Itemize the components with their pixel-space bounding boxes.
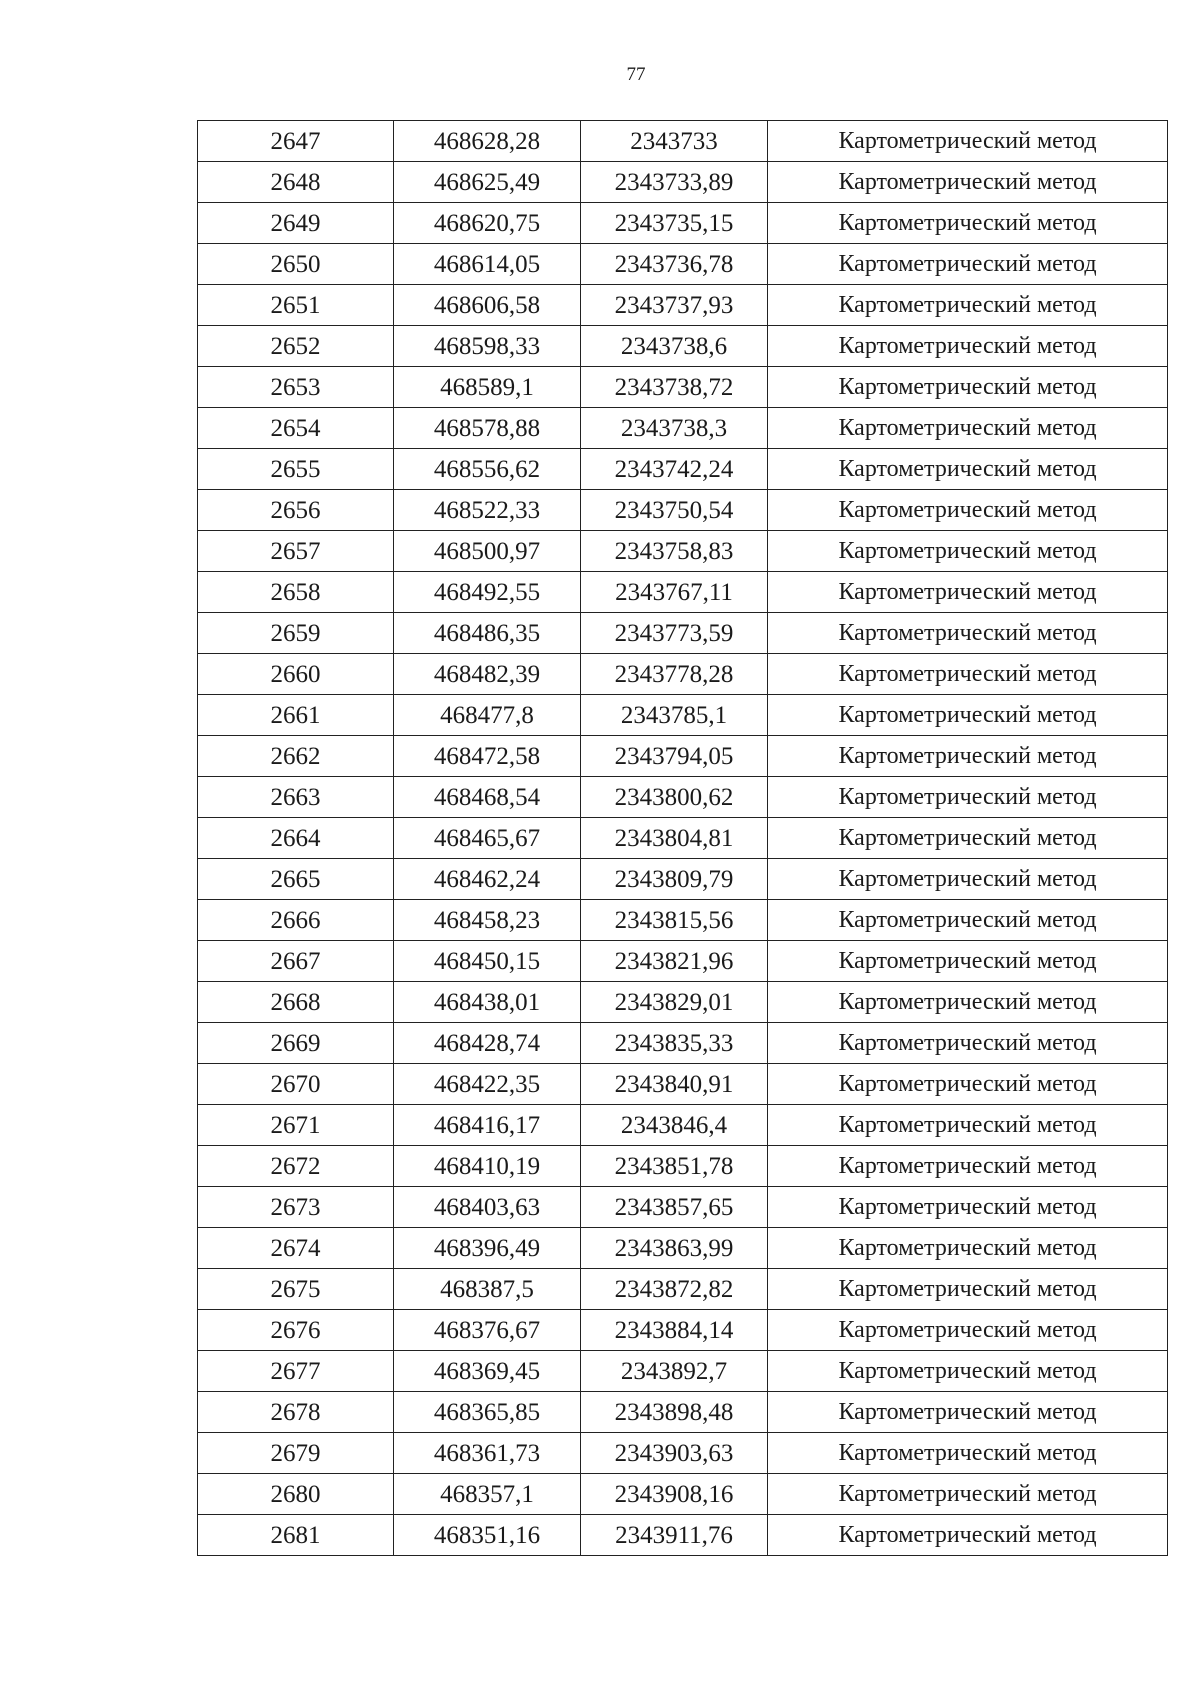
table-row: [198, 777, 1168, 818]
coordinates-table: [197, 120, 1168, 1556]
y-coordinate-cell: 2343778,28: [581, 654, 768, 695]
x-coordinate-cell: 468403,63: [394, 1187, 581, 1228]
y-coordinate-cell: 2343821,96: [581, 941, 768, 982]
table-row: [198, 1310, 1168, 1351]
y-coordinate-cell: 2343908,16: [581, 1474, 768, 1515]
x-coordinate-cell: 468357,1: [394, 1474, 581, 1515]
method-cell: Картометрический метод: [768, 531, 1168, 572]
x-coordinate-cell: 468620,75: [394, 203, 581, 244]
x-coordinate-cell: 468606,58: [394, 285, 581, 326]
y-coordinate-cell: 2343785,1: [581, 695, 768, 736]
y-coordinate-cell: 2343835,33: [581, 1023, 768, 1064]
point-number-cell: 2669: [198, 1023, 394, 1064]
y-coordinate-cell: 2343892,7: [581, 1351, 768, 1392]
point-number-cell: 2647: [198, 121, 394, 162]
x-coordinate-cell: 468486,35: [394, 613, 581, 654]
table-row: [198, 695, 1168, 736]
point-number-cell: 2655: [198, 449, 394, 490]
method-cell: Картометрический метод: [768, 1310, 1168, 1351]
table-row: [198, 859, 1168, 900]
method-cell: Картометрический метод: [768, 736, 1168, 777]
table-row: [198, 326, 1168, 367]
point-number-cell: 2671: [198, 1105, 394, 1146]
x-coordinate-cell: 468450,15: [394, 941, 581, 982]
x-coordinate-cell: 468628,28: [394, 121, 581, 162]
method-cell: Картометрический метод: [768, 367, 1168, 408]
y-coordinate-cell: 2343815,56: [581, 900, 768, 941]
y-coordinate-cell: 2343851,78: [581, 1146, 768, 1187]
method-cell: Картометрический метод: [768, 572, 1168, 613]
table-row: [198, 1228, 1168, 1269]
table-row: [198, 1392, 1168, 1433]
x-coordinate-cell: 468410,19: [394, 1146, 581, 1187]
x-coordinate-cell: 468614,05: [394, 244, 581, 285]
method-cell: Картометрический метод: [768, 1023, 1168, 1064]
x-coordinate-cell: 468468,54: [394, 777, 581, 818]
y-coordinate-cell: 2343857,65: [581, 1187, 768, 1228]
method-cell: Картометрический метод: [768, 1187, 1168, 1228]
y-coordinate-cell: 2343738,72: [581, 367, 768, 408]
x-coordinate-cell: 468462,24: [394, 859, 581, 900]
table-row: [198, 1105, 1168, 1146]
y-coordinate-cell: 2343829,01: [581, 982, 768, 1023]
table-row: [198, 941, 1168, 982]
table-row: [198, 613, 1168, 654]
point-number-cell: 2667: [198, 941, 394, 982]
method-cell: Картометрический метод: [768, 285, 1168, 326]
point-number-cell: 2659: [198, 613, 394, 654]
method-cell: Картометрический метод: [768, 1269, 1168, 1310]
y-coordinate-cell: 2343794,05: [581, 736, 768, 777]
method-cell: Картометрический метод: [768, 1515, 1168, 1556]
coordinates-table-body: [198, 121, 1168, 1556]
y-coordinate-cell: 2343738,6: [581, 326, 768, 367]
method-cell: Картометрический метод: [768, 1392, 1168, 1433]
x-coordinate-cell: 468376,67: [394, 1310, 581, 1351]
table-row: [198, 900, 1168, 941]
method-cell: Картометрический метод: [768, 1105, 1168, 1146]
x-coordinate-cell: 468428,74: [394, 1023, 581, 1064]
point-number-cell: 2678: [198, 1392, 394, 1433]
point-number-cell: 2662: [198, 736, 394, 777]
method-cell: Картометрический метод: [768, 449, 1168, 490]
table-row: [198, 1433, 1168, 1474]
x-coordinate-cell: 468522,33: [394, 490, 581, 531]
point-number-cell: 2660: [198, 654, 394, 695]
x-coordinate-cell: 468369,45: [394, 1351, 581, 1392]
x-coordinate-cell: 468556,62: [394, 449, 581, 490]
x-coordinate-cell: 468598,33: [394, 326, 581, 367]
table-row: [198, 1146, 1168, 1187]
point-number-cell: 2676: [198, 1310, 394, 1351]
y-coordinate-cell: 2343736,78: [581, 244, 768, 285]
y-coordinate-cell: 2343804,81: [581, 818, 768, 859]
table-row: [198, 449, 1168, 490]
point-number-cell: 2649: [198, 203, 394, 244]
x-coordinate-cell: 468351,16: [394, 1515, 581, 1556]
table-row: [198, 736, 1168, 777]
table-row: [198, 1269, 1168, 1310]
table-row: [198, 1474, 1168, 1515]
method-cell: Картометрический метод: [768, 1146, 1168, 1187]
y-coordinate-cell: 2343767,11: [581, 572, 768, 613]
method-cell: Картометрический метод: [768, 244, 1168, 285]
point-number-cell: 2656: [198, 490, 394, 531]
point-number-cell: 2654: [198, 408, 394, 449]
y-coordinate-cell: 2343863,99: [581, 1228, 768, 1269]
x-coordinate-cell: 468492,55: [394, 572, 581, 613]
point-number-cell: 2672: [198, 1146, 394, 1187]
point-number-cell: 2658: [198, 572, 394, 613]
method-cell: Картометрический метод: [768, 695, 1168, 736]
table-row: [198, 1187, 1168, 1228]
point-number-cell: 2668: [198, 982, 394, 1023]
table-row: [198, 654, 1168, 695]
point-number-cell: 2670: [198, 1064, 394, 1105]
x-coordinate-cell: 468625,49: [394, 162, 581, 203]
point-number-cell: 2666: [198, 900, 394, 941]
point-number-cell: 2648: [198, 162, 394, 203]
method-cell: Картометрический метод: [768, 941, 1168, 982]
x-coordinate-cell: 468438,01: [394, 982, 581, 1023]
method-cell: Картометрический метод: [768, 162, 1168, 203]
table-row: [198, 572, 1168, 613]
x-coordinate-cell: 468589,1: [394, 367, 581, 408]
x-coordinate-cell: 468477,8: [394, 695, 581, 736]
y-coordinate-cell: 2343733,89: [581, 162, 768, 203]
table-row: [198, 1351, 1168, 1392]
point-number-cell: 2661: [198, 695, 394, 736]
method-cell: Картометрический метод: [768, 1351, 1168, 1392]
point-number-cell: 2664: [198, 818, 394, 859]
table-row: [198, 408, 1168, 449]
table-row: [198, 203, 1168, 244]
point-number-cell: 2677: [198, 1351, 394, 1392]
method-cell: Картометрический метод: [768, 408, 1168, 449]
y-coordinate-cell: 2343840,91: [581, 1064, 768, 1105]
method-cell: Картометрический метод: [768, 818, 1168, 859]
y-coordinate-cell: 2343742,24: [581, 449, 768, 490]
y-coordinate-cell: 2343758,83: [581, 531, 768, 572]
point-number-cell: 2651: [198, 285, 394, 326]
point-number-cell: 2657: [198, 531, 394, 572]
method-cell: Картометрический метод: [768, 1228, 1168, 1269]
y-coordinate-cell: 2343735,15: [581, 203, 768, 244]
x-coordinate-cell: 468422,35: [394, 1064, 581, 1105]
point-number-cell: 2674: [198, 1228, 394, 1269]
table-row: [198, 244, 1168, 285]
x-coordinate-cell: 468482,39: [394, 654, 581, 695]
point-number-cell: 2675: [198, 1269, 394, 1310]
table-row: [198, 285, 1168, 326]
point-number-cell: 2680: [198, 1474, 394, 1515]
y-coordinate-cell: 2343911,76: [581, 1515, 768, 1556]
method-cell: Картометрический метод: [768, 982, 1168, 1023]
method-cell: Картометрический метод: [768, 326, 1168, 367]
x-coordinate-cell: 468416,17: [394, 1105, 581, 1146]
y-coordinate-cell: 2343750,54: [581, 490, 768, 531]
table-row: [198, 1515, 1168, 1556]
y-coordinate-cell: 2343809,79: [581, 859, 768, 900]
x-coordinate-cell: 468578,88: [394, 408, 581, 449]
table-row: [198, 531, 1168, 572]
point-number-cell: 2681: [198, 1515, 394, 1556]
table-row: [198, 1023, 1168, 1064]
table-row: [198, 1064, 1168, 1105]
table-row: [198, 121, 1168, 162]
table-row: [198, 818, 1168, 859]
method-cell: Картометрический метод: [768, 490, 1168, 531]
page-number: 77: [626, 64, 646, 85]
method-cell: Картометрический метод: [768, 777, 1168, 818]
x-coordinate-cell: 468365,85: [394, 1392, 581, 1433]
y-coordinate-cell: 2343846,4: [581, 1105, 768, 1146]
x-coordinate-cell: 468458,23: [394, 900, 581, 941]
y-coordinate-cell: 2343898,48: [581, 1392, 768, 1433]
x-coordinate-cell: 468387,5: [394, 1269, 581, 1310]
table-row: [198, 490, 1168, 531]
y-coordinate-cell: 2343903,63: [581, 1433, 768, 1474]
point-number-cell: 2673: [198, 1187, 394, 1228]
y-coordinate-cell: 2343737,93: [581, 285, 768, 326]
point-number-cell: 2663: [198, 777, 394, 818]
method-cell: Картометрический метод: [768, 203, 1168, 244]
point-number-cell: 2653: [198, 367, 394, 408]
y-coordinate-cell: 2343800,62: [581, 777, 768, 818]
y-coordinate-cell: 2343884,14: [581, 1310, 768, 1351]
y-coordinate-cell: 2343738,3: [581, 408, 768, 449]
method-cell: Картометрический метод: [768, 1474, 1168, 1515]
point-number-cell: 2679: [198, 1433, 394, 1474]
point-number-cell: 2650: [198, 244, 394, 285]
point-number-cell: 2652: [198, 326, 394, 367]
table-row: [198, 982, 1168, 1023]
x-coordinate-cell: 468472,58: [394, 736, 581, 777]
table-row: [198, 162, 1168, 203]
y-coordinate-cell: 2343872,82: [581, 1269, 768, 1310]
y-coordinate-cell: 2343773,59: [581, 613, 768, 654]
method-cell: Картометрический метод: [768, 900, 1168, 941]
y-coordinate-cell: 2343733: [581, 121, 768, 162]
x-coordinate-cell: 468500,97: [394, 531, 581, 572]
method-cell: Картометрический метод: [768, 654, 1168, 695]
x-coordinate-cell: 468396,49: [394, 1228, 581, 1269]
method-cell: Картометрический метод: [768, 859, 1168, 900]
method-cell: Картометрический метод: [768, 1064, 1168, 1105]
method-cell: Картометрический метод: [768, 121, 1168, 162]
table-row: [198, 367, 1168, 408]
point-number-cell: 2665: [198, 859, 394, 900]
method-cell: Картометрический метод: [768, 613, 1168, 654]
x-coordinate-cell: 468361,73: [394, 1433, 581, 1474]
x-coordinate-cell: 468465,67: [394, 818, 581, 859]
method-cell: Картометрический метод: [768, 1433, 1168, 1474]
